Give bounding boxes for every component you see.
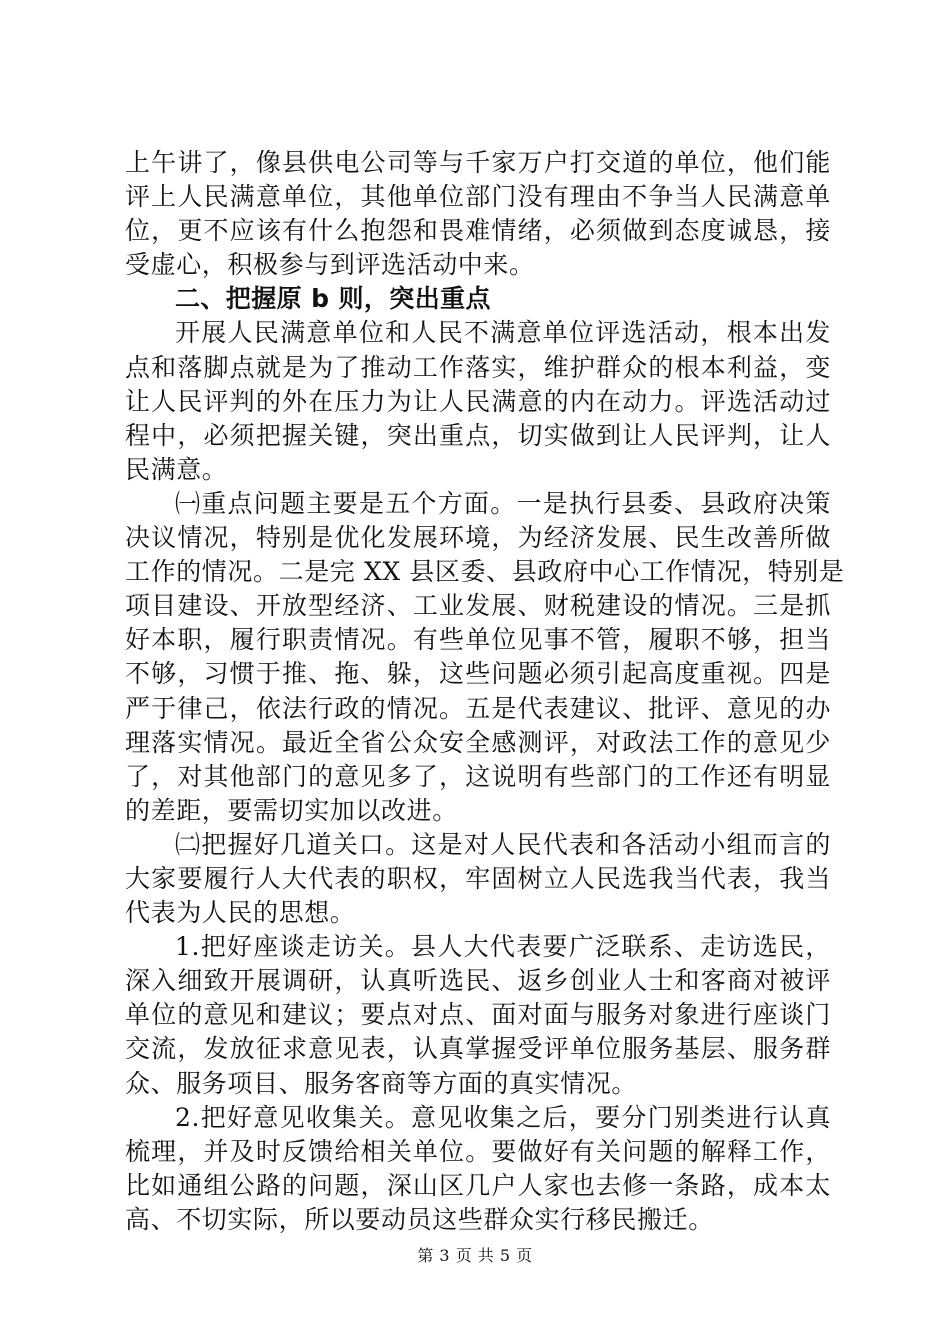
paragraph-line: 程中，必须把握关键，突出重点，切实做到让人民评判，让人 <box>125 420 831 450</box>
paragraph-line: 的差距，要需切实加以改进。 <box>125 795 458 825</box>
paragraph-line: 点和落脚点就是为了推动工作落实，维护群众的根本利益，变 <box>125 352 831 382</box>
paragraph-line: 高、不切实际，所以要动员这些群众实行移民搬迁。 <box>125 1204 714 1234</box>
paragraph-line: 不够，习惯于推、拖、躲，这些问题必须引起高度重视。四是 <box>125 659 831 689</box>
paragraph-line: ㈡把握好几道关口。这是对人民代表和各活动小组而言的 <box>175 829 831 859</box>
paragraph-line: 决议情况，特别是优化发展环境，为经济发展、民生改善所做 <box>125 523 831 553</box>
paragraph-line: 比如通组公路的问题，深山区几户人家也去修一条路，成本太 <box>125 1170 831 1200</box>
paragraph-line: 评上人民满意单位，其他单位部门没有理由不争当人民满意单 <box>125 182 831 212</box>
paragraph-line: 1.把好座谈走访关。县人大代表要广泛联系、走访选民， <box>175 932 831 962</box>
paragraph-line: 梳理，并及时反馈给相关单位。要做好有关问题的解释工作， <box>125 1136 831 1166</box>
paragraph-line: 位，更不应该有什么抱怨和畏难情绪，必须做到态度诚恳，接 <box>125 216 831 246</box>
paragraph-line: 深入细致开展调研，认真听选民、返乡创业人士和客商对被评 <box>125 966 831 996</box>
paragraph-line: 上午讲了，像县供电公司等与千家万户打交道的单位，他们能 <box>125 148 831 177</box>
paragraph-line: 民满意。 <box>125 454 228 484</box>
paragraph-line: ㈠重点问题主要是五个方面。一是执行县委、县政府决策 <box>175 488 831 518</box>
paragraph-line: 大家要履行人大代表的职权，牢固树立人民选我当代表，我当 <box>125 863 831 893</box>
paragraph-line: 单位的意见和建议；要点对点、面对面与服务对象进行座谈门 <box>125 1000 831 1030</box>
paragraph-line: 理落实情况。最近全省公众安全感测评，对政法工作的意见少 <box>125 727 831 757</box>
paragraph-line: 好本职，履行职责情况。有些单位见事不管，履职不够，担当 <box>125 625 831 655</box>
paragraph-line: 2.把好意见收集关。意见收集之后，要分门别类进行认真 <box>175 1102 831 1132</box>
paragraph-line: 众、服务项目、服务客商等方面的真实情况。 <box>125 1068 638 1098</box>
paragraph-line: 受虚心，积极参与到评选活动中来。 <box>125 250 535 280</box>
paragraph-line: 项目建设、开放型经济、工业发展、财税建设的情况。三是抓 <box>125 591 831 621</box>
paragraph-line: 代表为人民的思想。 <box>125 898 356 928</box>
paragraph-line: 让人民评判的外在压力为让人民满意的内在动力。评选活动过 <box>125 386 831 416</box>
page-footer: 第 3 页 共 5 页 <box>417 1246 533 1265</box>
paragraph-line: 了，对其他部门的意见多了，这说明有些部门的工作还有明显 <box>125 761 831 791</box>
paragraph-line: 严于律己，依法行政的情况。五是代表建议、批评、意见的办 <box>125 693 831 723</box>
paragraph-line: 开展人民满意单位和人民不满意单位评选活动，根本出发 <box>175 318 831 348</box>
paragraph-line: 工作的情况。二是完 XX 县区委、县政府中心工作情况，特别是 <box>125 557 845 587</box>
section-heading: 二、把握原 b 则，突出重点 <box>175 284 491 314</box>
document-body <box>125 146 845 1237</box>
paragraph-line: 交流，发放征求意见表，认真掌握受评单位服务基层、服务群 <box>125 1034 831 1064</box>
